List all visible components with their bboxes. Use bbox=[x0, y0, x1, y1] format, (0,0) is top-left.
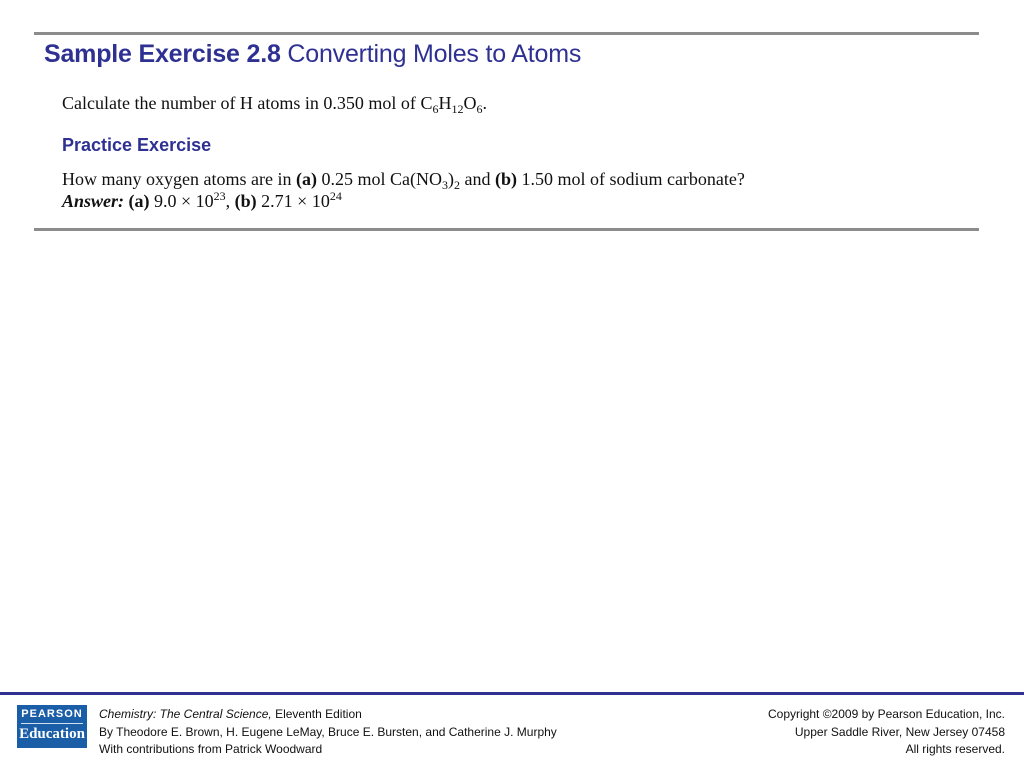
footer-divider bbox=[0, 692, 1024, 695]
formula-element: H bbox=[438, 93, 452, 113]
formula-subscript: 2 bbox=[453, 178, 460, 192]
formula-o bbox=[463, 93, 483, 116]
paren: ) bbox=[447, 169, 454, 189]
book-edition: Eleventh Edition bbox=[271, 707, 362, 721]
rights-reserved: All rights reserved. bbox=[905, 742, 1005, 756]
slide-title bbox=[44, 40, 581, 69]
publisher-address: Upper Saddle River, New Jersey 07458 bbox=[794, 724, 1005, 739]
answer-line bbox=[62, 191, 342, 212]
book-title: Chemistry: The Central Science, bbox=[99, 707, 272, 721]
formula-subscript: 3 bbox=[441, 178, 448, 192]
pearson-logo bbox=[17, 705, 87, 748]
problem-statement bbox=[62, 93, 487, 114]
answer-a-exponent: 23 bbox=[213, 189, 226, 203]
answer-separator: , bbox=[225, 191, 235, 211]
answer-b-label: (b) bbox=[234, 191, 257, 211]
book-title-line bbox=[99, 706, 557, 724]
formula-subscript: 6 bbox=[432, 102, 439, 116]
logo-divider bbox=[21, 723, 83, 724]
book-contributors: With contributions from Patrick Woodward bbox=[99, 742, 323, 756]
footer-copyright bbox=[768, 706, 1005, 759]
formula-h bbox=[438, 93, 464, 116]
logo-wordmark: PEARSON bbox=[21, 708, 83, 720]
book-authors: By Theodore E. Brown, H. Eugene LeMay, Bruce E. Bursten, and Catherine J. Murphy bbox=[99, 724, 557, 739]
part-a-text: 0.25 mol Ca(NO bbox=[316, 169, 442, 189]
logo-subtitle: Education bbox=[19, 726, 85, 742]
problem-period: . bbox=[482, 93, 487, 113]
answer-a-value: 9.0 × 10 bbox=[149, 191, 214, 211]
formula-c bbox=[420, 93, 439, 116]
question-text: How many oxygen atoms are in bbox=[62, 169, 296, 189]
formula-subscript: 12 bbox=[451, 102, 464, 116]
title-exercise-number: Sample Exercise 2.8 bbox=[44, 40, 281, 68]
conjunction: and bbox=[459, 169, 495, 189]
formula-subscript: 6 bbox=[476, 102, 483, 116]
answer-b-exponent: 24 bbox=[329, 189, 342, 203]
answer-label: Answer: bbox=[62, 191, 125, 211]
practice-heading: Practice Exercise bbox=[62, 135, 212, 155]
practice-question bbox=[62, 169, 745, 190]
problem-text: Calculate the number of H atoms in 0.350 mol of bbox=[62, 93, 421, 113]
part-b-text: 1.50 mol of sodium carbonate? bbox=[516, 169, 745, 189]
copyright-line: Copyright ©2009 by Pearson Education, Inc. bbox=[768, 707, 1005, 721]
formula-element: C bbox=[420, 93, 433, 113]
part-a-label: (a) bbox=[295, 169, 317, 189]
answer-a-label: (a) bbox=[128, 191, 150, 211]
answer-b-value: 2.71 × 10 bbox=[256, 191, 330, 211]
formula-element: O bbox=[463, 93, 477, 113]
content-divider bbox=[34, 228, 979, 231]
footer-book-info bbox=[99, 706, 557, 759]
part-b-label: (b) bbox=[494, 169, 517, 189]
top-divider bbox=[34, 32, 979, 35]
title-topic: Converting Moles to Atoms bbox=[280, 40, 582, 68]
